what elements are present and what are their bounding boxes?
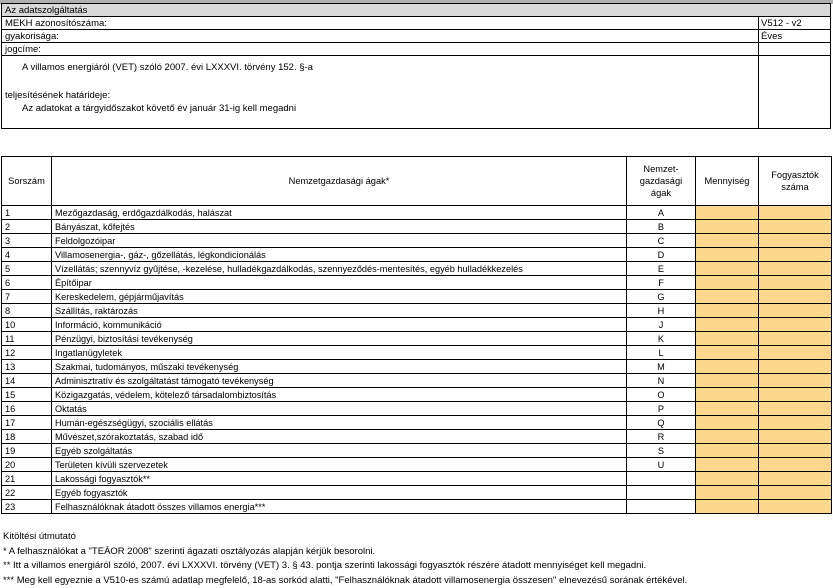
- row-sector-name: Oktatás: [52, 402, 627, 416]
- row-serial: 4: [2, 248, 52, 262]
- consumers-input-cell[interactable]: [759, 444, 832, 458]
- col-header-quantity: Mennyiség: [696, 157, 759, 206]
- table-row: [2, 346, 832, 360]
- table-row: [2, 332, 832, 346]
- row-sector-name: Kereskedelem, gépjárműjavítás: [52, 290, 627, 304]
- header-column-separator: [758, 17, 759, 128]
- row-sector-code: U: [627, 458, 696, 472]
- quantity-input-cell[interactable]: [696, 374, 759, 388]
- table-row: [2, 472, 832, 486]
- row-serial: 14: [2, 374, 52, 388]
- consumers-input-cell[interactable]: [759, 262, 832, 276]
- row-sector-name: Feldolgozóipar: [52, 234, 627, 248]
- row-sector-name: Információ, kommunikáció: [52, 318, 627, 332]
- row-serial: 8: [2, 304, 52, 318]
- consumers-input-cell[interactable]: [759, 500, 832, 514]
- frequency-label: gyakorisága:: [5, 31, 59, 42]
- row-serial: 21: [2, 472, 52, 486]
- row-serial: 16: [2, 402, 52, 416]
- row-sector-code: C: [627, 234, 696, 248]
- quantity-input-cell[interactable]: [696, 206, 759, 220]
- consumers-input-cell[interactable]: [759, 332, 832, 346]
- row-serial: 13: [2, 360, 52, 374]
- row-serial: 22: [2, 486, 52, 500]
- table-row: [2, 458, 832, 472]
- frequency-value[interactable]: Éves: [761, 31, 782, 42]
- quantity-input-cell[interactable]: [696, 472, 759, 486]
- row-serial: 10: [2, 318, 52, 332]
- deadline-text: Az adatokat a tárgyidőszakot követő év január 31-ig kell megadni: [22, 103, 296, 114]
- row-sector-name: Bányászat, kőfejtés: [52, 220, 627, 234]
- quantity-input-cell[interactable]: [696, 444, 759, 458]
- mekh-value[interactable]: V512 - v2: [761, 18, 802, 29]
- table-row: [2, 500, 832, 514]
- legal-basis-label: jogcíme:: [5, 44, 41, 55]
- quantity-input-cell[interactable]: [696, 304, 759, 318]
- row-serial: 2: [2, 220, 52, 234]
- quantity-input-cell[interactable]: [696, 248, 759, 262]
- row-sector-code: E: [627, 262, 696, 276]
- table-row: [2, 290, 832, 304]
- consumers-input-cell[interactable]: [759, 290, 832, 304]
- table-row: [2, 248, 832, 262]
- consumers-input-cell[interactable]: [759, 472, 832, 486]
- table-row: [2, 402, 832, 416]
- row-sector-code: K: [627, 332, 696, 346]
- row-sector-name: Ingatlanügyletek: [52, 346, 627, 360]
- quantity-input-cell[interactable]: [696, 318, 759, 332]
- table-row: [2, 388, 832, 402]
- quantity-input-cell[interactable]: [696, 360, 759, 374]
- consumers-input-cell[interactable]: [759, 416, 832, 430]
- row-sector-code: F: [627, 276, 696, 290]
- consumers-input-cell[interactable]: [759, 486, 832, 500]
- legal-basis-text: A villamos energiáról (VET) szóló 2007. évi LXXXVI. törvény 152. §-a: [22, 62, 313, 73]
- row-sector-name: Pénzügyi, biztosítási tevékenység: [52, 332, 627, 346]
- row-sector-name: Művészet,szórakoztatás, szabad idő: [52, 430, 627, 444]
- footnotes: [3, 530, 687, 588]
- consumers-input-cell[interactable]: [759, 458, 832, 472]
- legal-basis-row: [2, 43, 830, 56]
- consumers-input-cell[interactable]: [759, 346, 832, 360]
- consumers-input-cell[interactable]: [759, 360, 832, 374]
- consumers-input-cell[interactable]: [759, 318, 832, 332]
- row-serial: 20: [2, 458, 52, 472]
- table-row: [2, 234, 832, 248]
- row-sector-code: R: [627, 430, 696, 444]
- consumers-input-cell[interactable]: [759, 388, 832, 402]
- row-sector-name: Mezőgazdaság, erdőgazdálkodás, halászat: [52, 206, 627, 220]
- row-sector-name: Szállítás, raktározás: [52, 304, 627, 318]
- row-sector-name: Villamosenergia-, gáz-, gőzellátás, légkondicionálás: [52, 248, 627, 262]
- table-row: [2, 220, 832, 234]
- row-serial: 3: [2, 234, 52, 248]
- quantity-input-cell[interactable]: [696, 346, 759, 360]
- row-sector-code: D: [627, 248, 696, 262]
- header-block: [1, 3, 831, 129]
- row-sector-name: Felhasználóknak átadott összes villamos energia***: [52, 500, 627, 514]
- footnote-2: ** Itt a villamos energiáról szóló, 2007. évi LXXXVI. törvény (VET) 3. § 43. pontja szerinti lakossági fogyasztók részére átadott mennyiséget kell megadni.: [3, 559, 687, 574]
- row-sector-code: S: [627, 444, 696, 458]
- sector-table: [1, 156, 832, 514]
- row-sector-name: Területen kívüli szervezetek: [52, 458, 627, 472]
- row-sector-name: Építőipar: [52, 276, 627, 290]
- table-row: [2, 430, 832, 444]
- row-serial: 18: [2, 430, 52, 444]
- row-serial: 17: [2, 416, 52, 430]
- row-sector-code: [627, 472, 696, 486]
- row-serial: 1: [2, 206, 52, 220]
- quantity-input-cell[interactable]: [696, 290, 759, 304]
- row-sector-name: Közigazgatás, védelem, kötelező társadalombiztosítás: [52, 388, 627, 402]
- header-title: Az adatszolgáltatás: [5, 5, 87, 16]
- quantity-input-cell[interactable]: [696, 416, 759, 430]
- quantity-input-cell[interactable]: [696, 402, 759, 416]
- frequency-row: [2, 30, 830, 43]
- col-header-serial: Sorszám: [2, 157, 52, 206]
- consumers-input-cell[interactable]: [759, 276, 832, 290]
- table-row: [2, 360, 832, 374]
- quantity-input-cell[interactable]: [696, 262, 759, 276]
- row-sector-name: Humán-egészségügyi, szociális ellátás: [52, 416, 627, 430]
- mekh-row: [2, 17, 830, 30]
- table-row: [2, 486, 832, 500]
- footnote-3: *** Meg kell egyeznie a V510-es számú adatlap megfelelő, 18-as sorkód alatti, "Felhasználóknak átadott villamosenergia összesen" elnevezésű sorának értékével.: [3, 574, 687, 588]
- consumers-input-cell[interactable]: [759, 304, 832, 318]
- table-row: [2, 304, 832, 318]
- row-sector-code: N: [627, 374, 696, 388]
- row-sector-code: Q: [627, 416, 696, 430]
- quantity-input-cell[interactable]: [696, 234, 759, 248]
- row-serial: 12: [2, 346, 52, 360]
- row-sector-name: Egyéb fogyasztók: [52, 486, 627, 500]
- row-serial: 15: [2, 388, 52, 402]
- row-sector-code: J: [627, 318, 696, 332]
- table-header-row: [2, 157, 832, 206]
- table-row: [2, 444, 832, 458]
- row-serial: 11: [2, 332, 52, 346]
- row-sector-code: G: [627, 290, 696, 304]
- footnote-1: * A felhasználókat a "TEÁOR 2008" szerinti ágazati osztályozás alapján kérjük besorolni.: [3, 545, 687, 560]
- table-row: [2, 276, 832, 290]
- table-row: [2, 206, 832, 220]
- row-sector-code: P: [627, 402, 696, 416]
- header-title-row: [2, 4, 830, 17]
- quantity-input-cell[interactable]: [696, 220, 759, 234]
- consumers-input-cell[interactable]: [759, 248, 832, 262]
- row-sector-code: B: [627, 220, 696, 234]
- mekh-label: MEKH azonosítószáma:: [5, 18, 107, 29]
- consumers-input-cell[interactable]: [759, 430, 832, 444]
- consumers-input-cell[interactable]: [759, 234, 832, 248]
- quantity-input-cell[interactable]: [696, 500, 759, 514]
- row-sector-code: O: [627, 388, 696, 402]
- row-sector-code: A: [627, 206, 696, 220]
- footnote-heading: Kitöltési útmutató: [3, 530, 687, 545]
- consumers-input-cell[interactable]: [759, 402, 832, 416]
- row-sector-code: [627, 500, 696, 514]
- consumers-input-cell[interactable]: [759, 206, 832, 220]
- table-row: [2, 262, 832, 276]
- quantity-input-cell[interactable]: [696, 276, 759, 290]
- row-sector-name: Lakossági fogyasztók**: [52, 472, 627, 486]
- table-row: [2, 416, 832, 430]
- row-serial: 5: [2, 262, 52, 276]
- quantity-input-cell[interactable]: [696, 430, 759, 444]
- row-serial: 23: [2, 500, 52, 514]
- row-sector-code: [627, 486, 696, 500]
- quantity-input-cell[interactable]: [696, 388, 759, 402]
- consumers-input-cell[interactable]: [759, 220, 832, 234]
- col-header-code: Nemzet-gazdasági ágak: [627, 157, 696, 206]
- col-header-consumers: Fogyasztók száma: [759, 157, 832, 206]
- row-serial: 7: [2, 290, 52, 304]
- consumers-input-cell[interactable]: [759, 374, 832, 388]
- col-header-sector: Nemzetgazdasági ágak*: [52, 157, 627, 206]
- row-sector-name: Adminisztratív és szolgáltatást támogató tevékenység: [52, 374, 627, 388]
- table-row: [2, 374, 832, 388]
- table-row: [2, 318, 832, 332]
- quantity-input-cell[interactable]: [696, 458, 759, 472]
- row-sector-code: H: [627, 304, 696, 318]
- row-sector-code: M: [627, 360, 696, 374]
- row-serial: 19: [2, 444, 52, 458]
- quantity-input-cell[interactable]: [696, 486, 759, 500]
- row-sector-name: Egyéb szolgáltatás: [52, 444, 627, 458]
- row-sector-name: Szakmai, tudományos, műszaki tevékenység: [52, 360, 627, 374]
- row-sector-name: Vízellátás; szennyvíz gyűjtése, -kezelése, hulladékgazdálkodás, szennyeződés-mentesítés, egyéb hulladékkezelés: [52, 262, 627, 276]
- quantity-input-cell[interactable]: [696, 332, 759, 346]
- row-serial: 6: [2, 276, 52, 290]
- row-sector-code: L: [627, 346, 696, 360]
- deadline-label: teljesítésének határideje:: [5, 90, 110, 101]
